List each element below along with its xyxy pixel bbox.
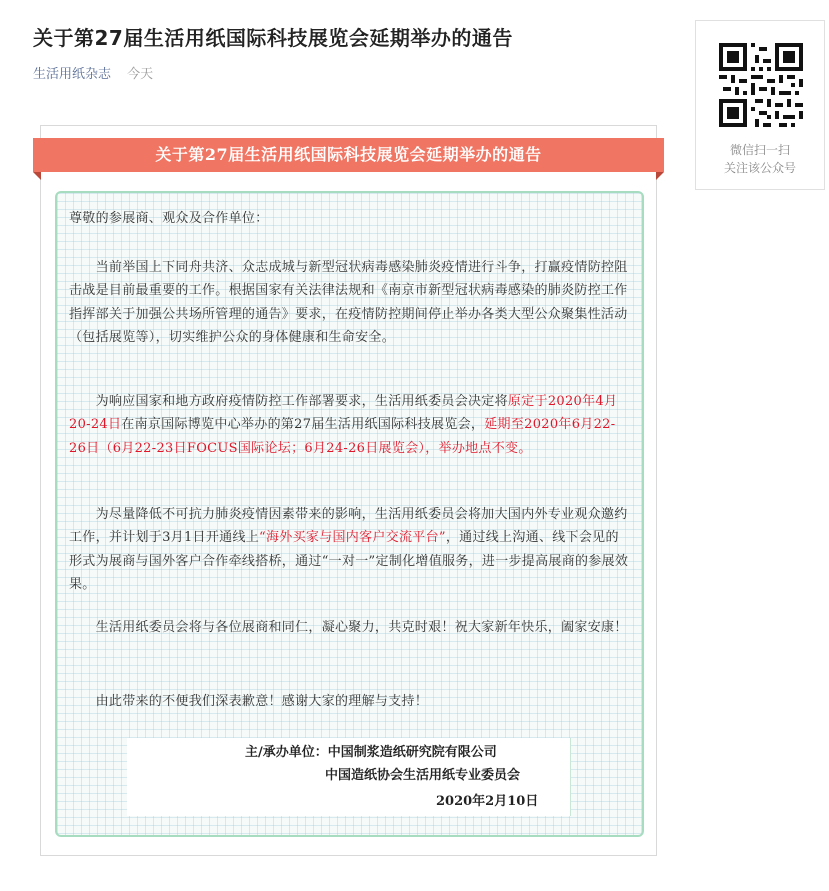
paragraph-1 (69, 256, 631, 350)
signature-date: 2020年2月10日 (436, 794, 539, 809)
paragraph-5 (69, 690, 631, 713)
paragraph-2-text-a: 为响应国家和地方政府疫情防控工作部署要求，生活用纸委员会决定将 (95, 394, 508, 409)
platform-name-highlight: “海外买家与国内客户交流平台” (259, 530, 446, 546)
poster-ribbon-title: 关于第27届生活用纸国际科技展览会延期举办的通告 (33, 138, 664, 172)
paragraph-3-text-a: 为尽量降低不可抗力肺炎疫情因素带来的影响，生活用纸委员会将加大国内外专业观众邀约工作，并计划于3月1日开通线上 (69, 507, 628, 546)
salutation: 尊敬的参展商、观众及合作单位： (69, 211, 269, 226)
article-meta (33, 63, 153, 82)
signature-committee: 中国造纸协会生活用纸专业委员会 (325, 768, 521, 783)
paragraph-1-text: 当前举国上下同舟共济、众志成城与新型冠状病毒感染肺炎疫情进行斗争，打赢疫情防控阻击战是目前最重要的工作。根据国家有关法律法规和《南京市新型冠状病毒感染的肺炎防控工作指挥部关于加强公共场所管理的通告》要求，在疫情防控期间停止举办各类大型公众聚集性活动（包括展览等），切实维护公众的身体健康和生命安全。 (69, 260, 628, 346)
paragraph-5-text: 由此带来的不便我们深表歉意！感谢大家的理解与支持！ (95, 694, 429, 709)
paragraph-2-text-b: 在南京国际博览中心举办的第27届生活用纸国际科技展览会， (121, 417, 485, 433)
qr-caption (696, 141, 824, 177)
article-title: 关于第27届生活用纸国际科技展览会延期举办的通告 (33, 26, 513, 50)
paragraph-3-text-b: ，通过线上沟通、线下会见的形式为展商与国外客户合作牵线搭桥，通过“一对一”定制化增值服务，进一步提高展商的参展效果。 (69, 530, 629, 593)
qr-caption-line2: 关注该公众号 (723, 161, 796, 175)
account-name-link[interactable]: 生活用纸杂志 (33, 67, 112, 82)
qr-code-icon[interactable] (719, 43, 803, 127)
qr-caption-line1: 微信扫一扫 (729, 143, 790, 157)
qr-follow-card (695, 20, 825, 190)
new-date-highlight: 延期至2020年6月22-26日（6月22-23日FOCUS国际论坛；6月24-26日展览会），举办地点不变。 (69, 417, 616, 456)
paragraph-3 (69, 503, 631, 597)
original-date-highlight: 原定于2020年4月20-24日 (69, 394, 618, 433)
notice-letter (55, 191, 644, 837)
publish-time: 今天 (127, 67, 154, 82)
paragraph-4 (69, 616, 631, 639)
signature-organizer: 主/承办单位：中国制浆造纸研究院有限公司 (245, 745, 497, 760)
paragraph-4-text: 生活用纸委员会将与各位展商和同仁，凝心聚力，共克时艰！祝大家新年快乐，阖家安康！ (95, 620, 628, 635)
paragraph-2 (69, 390, 631, 460)
notice-poster (40, 125, 657, 856)
